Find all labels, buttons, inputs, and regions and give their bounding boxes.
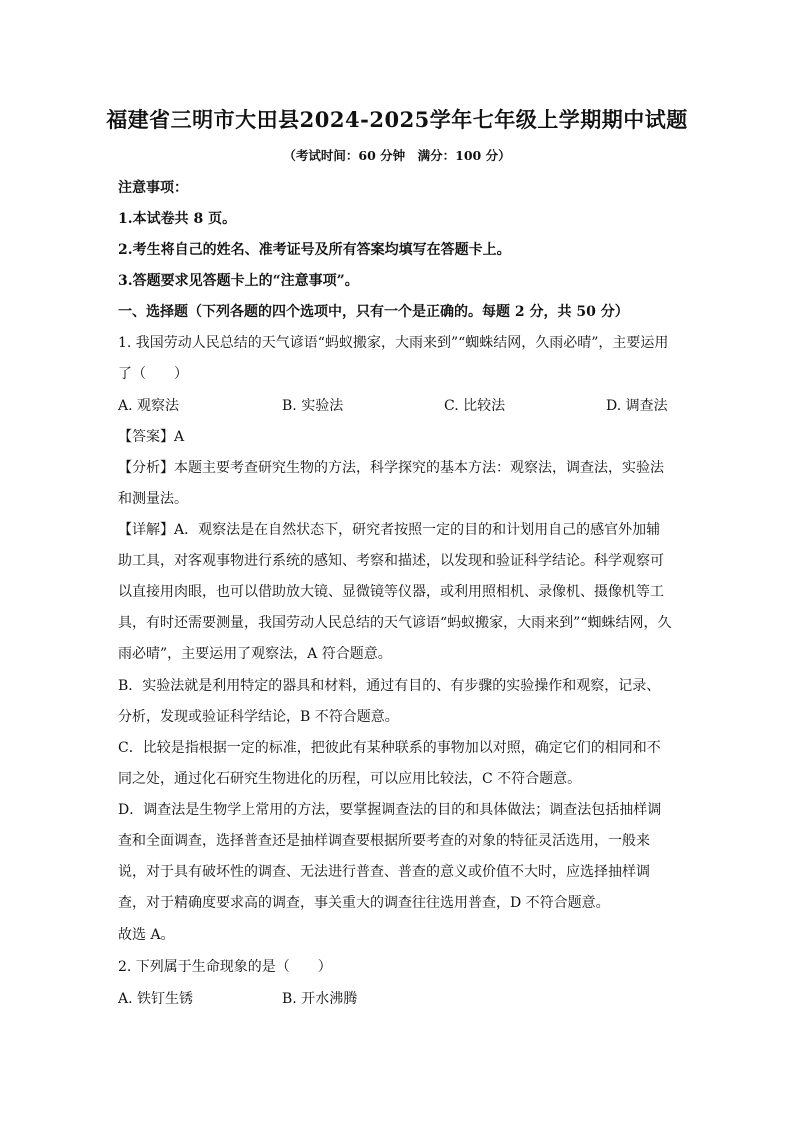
detail-line: 以直接用肉眼，也可以借助放大镜、显微镜等仪器，或利用照相机、录像机、摄像机等工	[118, 584, 664, 600]
analysis: 和测量法。	[118, 491, 188, 507]
page-title: 福建省三明市大田县2024-2025学年七年级上学期期中试题	[106, 107, 688, 132]
option-d: D. 调查法	[606, 398, 668, 414]
option-a: A. 观察法	[118, 398, 180, 414]
detail-line: 分析，发现或验证科学结论，B 不符合题意。	[118, 709, 399, 725]
option-b: B. 开水沸腾	[282, 991, 358, 1007]
exam-info: （考试时间：60 分钟 满分：100 分）	[283, 148, 511, 163]
option-a: A. 铁钉生锈	[118, 991, 194, 1007]
detail-line: 同之处，通过化石研究生物进化的历程，可以应用比较法，C 不符合题意。	[118, 771, 582, 787]
notes-heading: 注意事项：	[118, 180, 188, 196]
detail-line: 【详解】A．观察法是在自然状态下，研究者按照一定的目的和计划用自己的感官外加辅	[118, 522, 661, 538]
detail-line: 说，对于具有破坏性的调查、无法进行普查、普查的意义或价值不大时，应选择抽样调	[118, 864, 650, 880]
question-stem: 了（ ）	[118, 366, 188, 382]
analysis: 【分析】本题主要考查研究生物的方法，科学探究的基本方法：观察法，调查法，实验法	[118, 460, 664, 476]
conclusion: 故选 A。	[118, 927, 175, 943]
option-b: B. 实验法	[282, 398, 344, 414]
section-heading: 一、选择题（下列各题的四个选项中，只有一个是正确的。每题 2 分，共 50 分）	[118, 304, 629, 320]
note-item: 2.考生将自己的姓名、准考证号及所有答案均填写在答题卡上。	[118, 242, 511, 258]
detail-line: C．比较是指根据一定的标准，把彼此有某种联系的事物加以对照，确定它们的相同和不	[118, 740, 661, 756]
question-stem: 2. 下列属于生命现象的是（ ）	[118, 959, 332, 975]
detail-line: 助工具，对客观事物进行系统的感知、考察和描述，以发现和验证科学结论。科学观察可	[118, 553, 664, 569]
detail-line: D．调查法是生物学上常用的方法，要掌握调查法的目的和具体做法；调查法包括抽样调	[118, 802, 662, 818]
detail-line: 具，有时还需要测量，我国劳动人民总结的天气谚语“蚂蚁搬家，大雨来到”“蜘蛛结网，久	[118, 615, 672, 631]
question-stem: 1. 我国劳动人民总结的天气谚语“蚂蚁搬家，大雨来到”“蜘蛛结网，久雨必晴”，主要运用	[118, 335, 669, 351]
note-item: 1.本试卷共 8 页。	[118, 211, 237, 227]
detail-line: 雨必晴”，主要运用了观察法，A 符合题意。	[118, 646, 392, 662]
detail-line: 查，对于精确度要求高的调查，事关重大的调查往往选用普查，D 不符合题意。	[118, 895, 610, 911]
detail-line: 查和全面调查，选择普查还是抽样调查要根据所要考查的对象的特征灵活选用，一般来	[118, 833, 650, 849]
detail-line: B．实验法就是利用特定的器具和材料，通过有目的、有步骤的实验操作和观察，记录、	[118, 678, 661, 694]
note-item: 3.答题要求见答题卡上的“注意事项”。	[118, 273, 359, 289]
option-c: C. 比较法	[444, 398, 506, 414]
answer: 【答案】A	[118, 429, 185, 445]
